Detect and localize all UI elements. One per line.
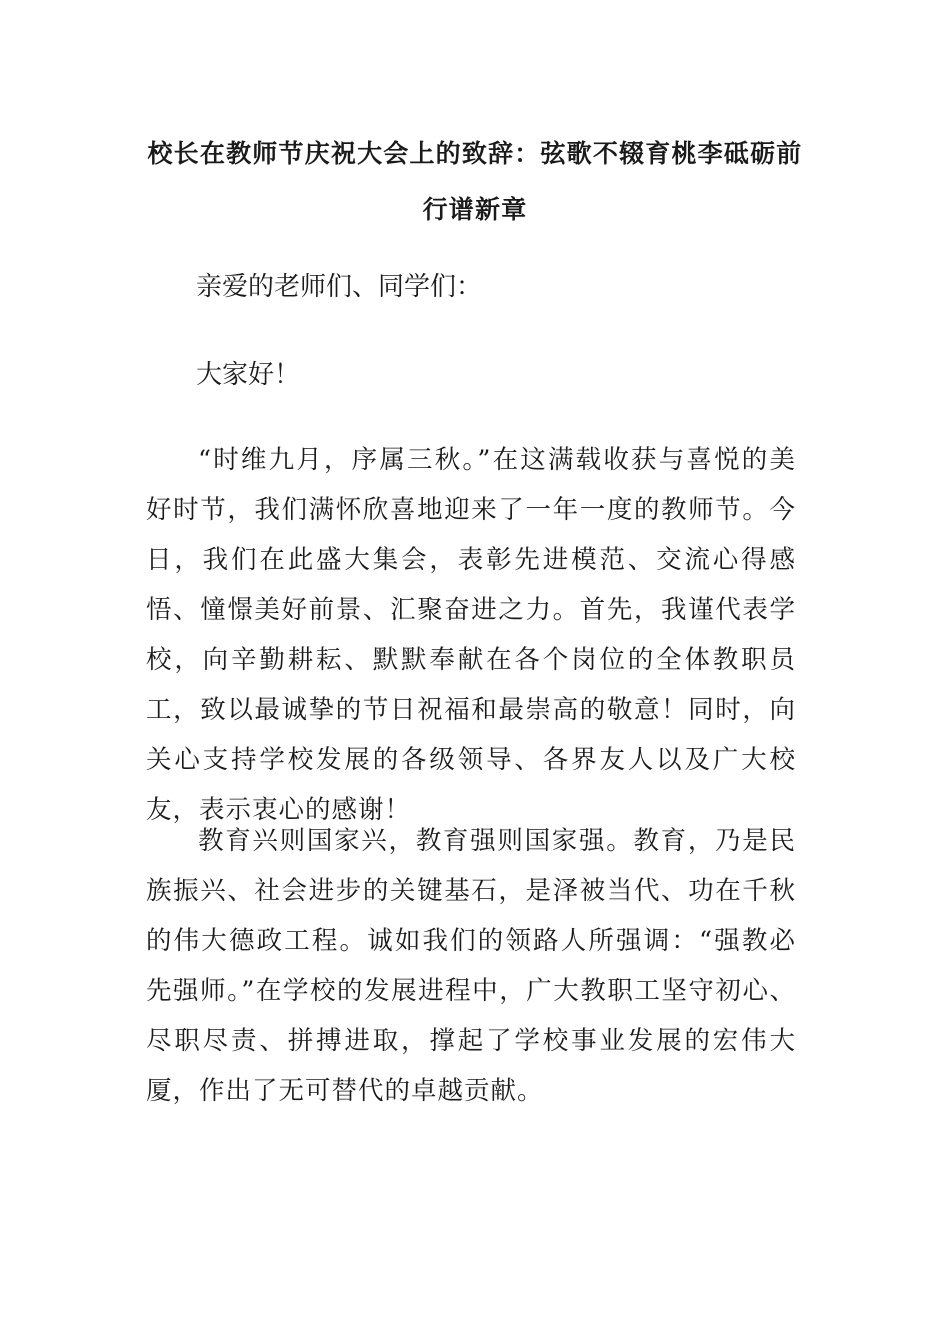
paragraph-2: 教育兴则国家兴，教育强则国家强。教育，乃是民族振兴、社会进步的关键基石，是泽被当代、功在千秋的伟大德政工程。诚如我们的领路人所强调：“强教必先强师。”在学校的发展进程中，广大教职工坚守初心、尽职尽责、拼搏进取，撑起了学校事业发展的宏伟大厦，作出了无可替代的卓越贡献。 bbox=[146, 826, 796, 1106]
document-title: 校长在教师节庆祝大会上的致辞：弦歌不辍育桃李砥砺前行谱新章 bbox=[147, 139, 803, 224]
greeting: 大家好！ bbox=[196, 360, 301, 390]
paragraph-1: “时维九月，序属三秋。”在这满载收获与喜悦的美好时节，我们满怀欣喜地迎来了一年一度的教师节。今日，我们在此盛大集会，表彰先进模范、交流心得感悟、憧憬美好前景、汇聚奋进之力。首先，我谨代表学校，向辛勤耕耘、默默奉献在各个岗位的全体教职员工，致以最诚挚的节日祝福和最崇高的敬意！同时，向关心支持学校发展的各级领导、各界友人以及广大校友，表示衷心的感谢！ bbox=[146, 445, 796, 825]
salutation: 亲爱的老师们、同学们： bbox=[196, 272, 483, 302]
